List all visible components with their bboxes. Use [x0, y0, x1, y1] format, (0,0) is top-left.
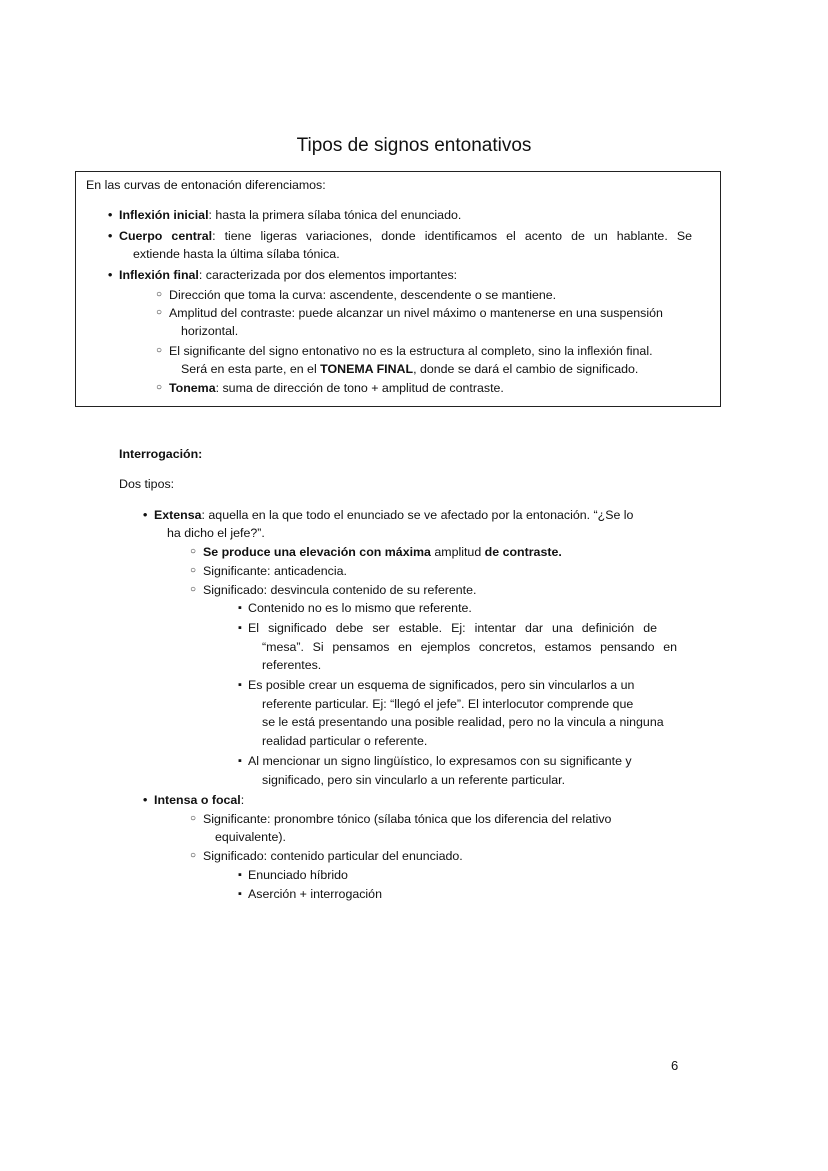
box-intro: En las curvas de entonación diferenciamos: [86, 178, 326, 192]
significado-item-2-l3: referentes. [262, 658, 322, 672]
text: : hasta la primera sílaba tónica del enunciado. [208, 208, 462, 222]
label: Inflexión final [119, 268, 199, 282]
label: Tonema [169, 381, 216, 395]
label: Inflexión inicial [119, 208, 209, 222]
page-number: 6 [671, 1058, 679, 1073]
normal: amplitud [430, 545, 485, 559]
sub-tonema [169, 380, 504, 396]
bullet-extensa-cont: ha dicho el jefe?”. [167, 526, 265, 540]
section-heading [119, 446, 202, 462]
significado-item-2-l2: “mesa”. Si pensamos en ejemplos concretos, estamos pensando en [262, 640, 677, 654]
tonema-final: TONEMA FINAL [320, 362, 414, 376]
text: : caracterizada por dos elementos importantes: [198, 268, 458, 282]
sub-direccion: ○ Dirección que toma la curva: ascendente, descendente o se mantiene. [169, 287, 556, 303]
extensa-significado: ○ Significado: desvincula contenido de su referente. [203, 582, 476, 598]
significado-item-4-l2: significado, pero sin vincularlo a un referente particular. [262, 773, 566, 787]
sub-amplitud-cont: horizontal. [181, 324, 239, 338]
significado-item-1: ▪ Contenido no es lo mismo que referente. [248, 600, 472, 616]
text-b: , donde se dará el cambio de significado. [413, 362, 639, 376]
page-title: Tipos de signos entonativos [296, 135, 532, 156]
significado-item-3-l4: realidad particular o referente. [262, 734, 428, 748]
extensa-elevacion [203, 544, 562, 560]
bullet-inflexion-inicial [119, 207, 461, 223]
sub-significante-cont [181, 361, 638, 377]
intensa-significante: ○ Significante: pronombre tónico (sílaba tónica que los diferencia del relativo [203, 811, 611, 827]
sub-amplitud: ○ Amplitud del contraste: puede alcanzar un nivel máximo o mantenerse en una suspensión [169, 305, 663, 321]
bullet-inflexion-final [119, 267, 457, 283]
label: Extensa [154, 508, 202, 522]
intensa-item-2: ▪ Aserción + interrogación [248, 886, 382, 902]
dos-tipos: Dos tipos: [119, 477, 175, 491]
text: : suma de dirección de tono + amplitud de contraste. [215, 381, 504, 395]
bullet-cuerpo-central [119, 228, 692, 244]
significado-item-3-l3: se le está presentando una posible realidad, pero no la vincula a ninguna [262, 715, 664, 729]
label: Cuerpo central [119, 229, 213, 243]
bullet-extensa [154, 507, 633, 523]
text: : aquella en la que todo el enunciado se ve afectado por la entonación. “¿Se lo [201, 508, 634, 522]
intensa-significado: ○ Significado: contenido particular del enunciado. [203, 848, 463, 864]
heading-text: Interrogación: [119, 447, 203, 461]
significado-item-2: ▪ El significado debe ser estable. Ej: intentar dar una definición de [248, 620, 657, 636]
label: Intensa o focal [154, 793, 241, 807]
bullet-intensa [154, 792, 244, 808]
text-a: Será en esta parte, en el [181, 362, 321, 376]
significado-item-3: ▪ Es posible crear un esquema de significados, pero sin vincularlos a un [248, 677, 634, 693]
text: : tiene ligeras variaciones, donde identificamos el acento de un hablante. Se [212, 229, 692, 243]
extensa-significante: ○ Significante: anticadencia. [203, 563, 347, 579]
significado-item-3-l2: referente particular. Ej: “llegó el jefe”. El interlocutor comprende que [262, 697, 634, 711]
bold-a: Se produce una elevación con máxima [203, 545, 431, 559]
intensa-significante-cont: equivalente). [215, 830, 286, 844]
bold-b: de contraste. [484, 545, 562, 559]
significado-item-4: ▪ Al mencionar un signo lingüístico, lo expresamos con su significante y [248, 753, 632, 769]
colon: : [240, 793, 245, 807]
intensa-item-1: ▪ Enunciado híbrido [248, 867, 348, 883]
bullet-cuerpo-central-cont: extiende hasta la última sílaba tónica. [133, 247, 340, 261]
sub-significante: ○ El significante del signo entonativo no es la estructura al completo, sino la inflexión final. [169, 343, 653, 359]
